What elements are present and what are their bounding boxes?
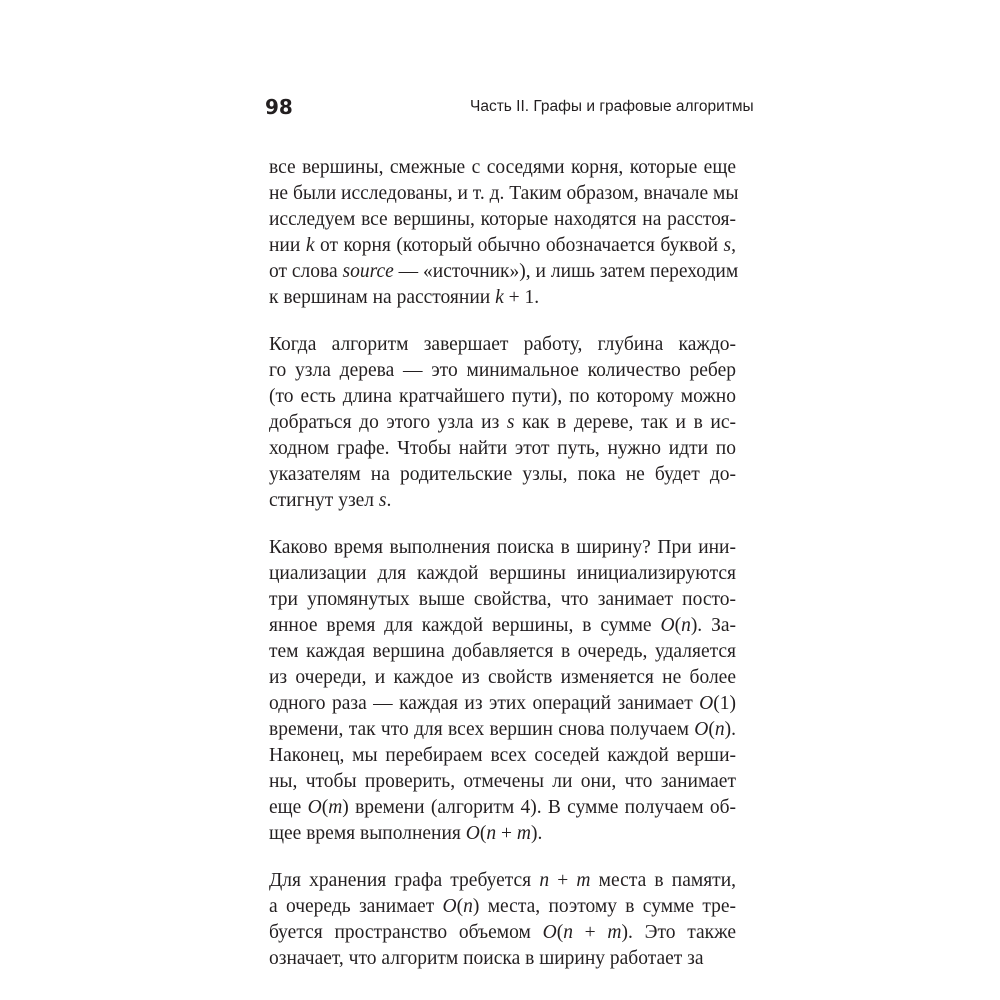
- text-line: [269, 155, 736, 181]
- text-line: [269, 691, 736, 717]
- text-run: не были исследованы, и т. д. Таким образом, вначале мы: [269, 183, 739, 204]
- math-variable: s: [378, 490, 387, 511]
- text-run: +: [549, 870, 577, 891]
- text-line: [269, 462, 736, 488]
- text-run: ). Это также: [621, 922, 737, 943]
- text-run: +: [572, 922, 608, 943]
- text-run: стигнут узел: [269, 490, 379, 511]
- text-run: как в дереве, так и в ис-: [514, 412, 736, 433]
- text-run: исследуем все вершины, которые находятся на расстоя-: [269, 209, 736, 230]
- text-run: Каково время выполнения поиска в ширину? При ини-: [269, 537, 736, 558]
- text-run: + 1.: [503, 287, 540, 308]
- math-variable: O: [699, 693, 714, 714]
- text-run: (: [556, 922, 564, 943]
- text-run: места в памяти,: [590, 870, 737, 891]
- text-line: [269, 436, 736, 462]
- math-variable: O: [542, 922, 557, 943]
- math-variable: n: [714, 719, 725, 740]
- text-run: циализации для каждой вершины инициализируются: [269, 563, 736, 584]
- math-variable: O: [694, 719, 709, 740]
- text-line: [269, 259, 739, 285]
- text-run: буется пространство объемом: [269, 922, 543, 943]
- text-run: го узла дерева — это минимальное количество ребер: [269, 360, 736, 381]
- text-line: [269, 488, 736, 514]
- math-variable: k: [305, 235, 315, 256]
- text-line: [269, 181, 739, 207]
- text-run: (: [708, 719, 715, 740]
- math-variable: n: [539, 870, 550, 891]
- text-run: все вершины, смежные с соседями корня, которые еще: [269, 157, 736, 178]
- math-variable: m: [328, 797, 343, 818]
- math-variable: O: [465, 823, 480, 844]
- paragraph: [269, 535, 736, 847]
- math-variable: n: [681, 615, 691, 636]
- text-run: ) места, поэтому в сумме тре-: [472, 896, 736, 917]
- math-variable: n: [563, 922, 573, 943]
- text-run: ).: [530, 823, 543, 844]
- text-line: [269, 821, 736, 847]
- text-line: [269, 894, 736, 920]
- text-run: (: [479, 823, 487, 844]
- body-text: [269, 155, 739, 993]
- text-run: означает, что алгоритм поиска в ширину работает за: [269, 948, 704, 969]
- text-run: ). За-: [690, 615, 736, 636]
- running-header: Часть II. Графы и графовые алгоритмы: [470, 98, 754, 115]
- text-run: от слова: [269, 261, 343, 282]
- text-run: к вершинам на расстоянии: [269, 287, 496, 308]
- text-run: — «источник»), и лишь затем переходим: [393, 261, 739, 282]
- text-line: [269, 665, 736, 691]
- math-variable: O: [307, 797, 322, 818]
- text-line: [269, 358, 736, 384]
- text-run: указателям на родительские узлы, пока не будет до-: [269, 464, 736, 485]
- text-run: щее время выполнения: [269, 823, 466, 844]
- paragraph: [269, 868, 736, 972]
- text-line: [269, 561, 736, 587]
- text-line: [269, 613, 736, 639]
- text-line: [269, 233, 736, 259]
- text-line: [269, 410, 736, 436]
- text-line: [269, 587, 736, 613]
- math-variable: O: [442, 896, 457, 917]
- math-variable: source: [342, 261, 394, 282]
- text-run: (: [456, 896, 464, 917]
- text-run: добраться до этого узла из: [269, 412, 507, 433]
- math-variable: O: [660, 615, 675, 636]
- text-line: [269, 639, 736, 665]
- text-run: ны, чтобы проверить, отмечены ли они, что занимает: [269, 771, 736, 792]
- text-run: из очереди, и каждое из свойств изменяется не более: [269, 667, 736, 688]
- math-variable: k: [495, 287, 504, 308]
- text-run: Наконец, мы перебираем всех соседей каждой верши-: [269, 745, 736, 766]
- text-line: [269, 743, 736, 769]
- text-run: а очередь занимает: [269, 896, 443, 917]
- text-line: [269, 535, 736, 561]
- text-run: одного раза — каждая из этих операций занимает: [269, 693, 700, 714]
- math-variable: m: [607, 922, 622, 943]
- text-run: .: [386, 490, 392, 511]
- text-line: [269, 207, 736, 233]
- text-run: еще: [269, 797, 308, 818]
- text-run: нии: [269, 235, 306, 256]
- math-variable: s: [506, 412, 515, 433]
- text-line: [269, 920, 736, 946]
- text-run: три упомянутых выше свойства, что занимает посто-: [269, 589, 736, 610]
- text-run: от корня (который обычно обозначается буквой: [314, 235, 724, 256]
- paragraph: [269, 332, 736, 514]
- text-run: янное время для каждой вершины, в сумме: [269, 615, 661, 636]
- page-number: 98: [265, 95, 293, 119]
- text-line: [269, 332, 736, 358]
- math-variable: m: [516, 823, 531, 844]
- text-run: ) времени (алгоритм 4). В сумме получаем об-: [342, 797, 736, 818]
- text-run: тем каждая вершина добавляется в очередь, удаляется: [269, 641, 736, 662]
- text-run: ).: [724, 719, 736, 740]
- text-line: [269, 285, 736, 311]
- text-run: +: [496, 823, 517, 844]
- text-line: [269, 717, 736, 743]
- text-run: ,: [731, 235, 736, 256]
- paragraph: [269, 155, 739, 311]
- text-line: [269, 946, 736, 972]
- text-run: (то есть длина кратчайшего пути), по которому можно: [269, 386, 736, 407]
- text-run: (1): [713, 693, 736, 714]
- math-variable: n: [486, 823, 497, 844]
- text-line: [269, 795, 736, 821]
- text-run: ходном графе. Чтобы найти этот путь, нужно идти по: [269, 438, 736, 459]
- text-run: Когда алгоритм завершает работу, глубина каждо-: [269, 334, 736, 355]
- math-variable: m: [576, 870, 591, 891]
- text-run: (: [674, 615, 682, 636]
- math-variable: n: [463, 896, 473, 917]
- text-run: (: [321, 797, 329, 818]
- text-run: времени, так что для всех вершин снова получаем: [269, 719, 695, 740]
- text-run: Для хранения графа требуется: [269, 870, 540, 891]
- text-line: [269, 384, 736, 410]
- math-variable: s: [723, 235, 732, 256]
- text-line: [269, 769, 736, 795]
- text-line: [269, 868, 736, 894]
